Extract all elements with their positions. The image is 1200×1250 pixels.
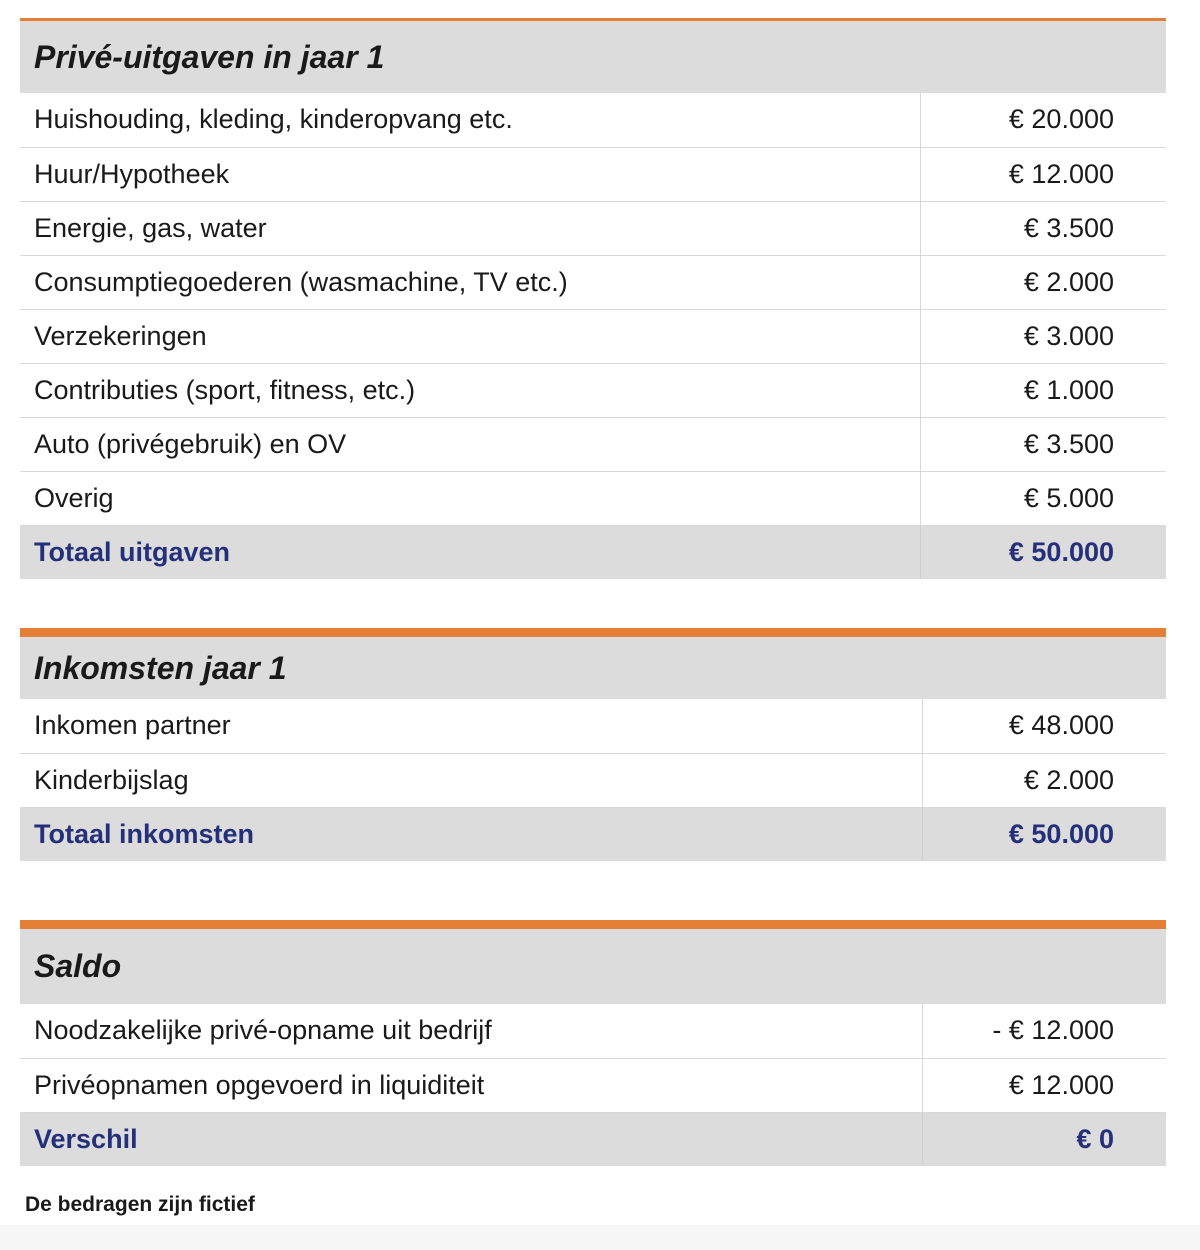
row-amount: € 5.000	[920, 471, 1166, 525]
table-row	[20, 1058, 1166, 1112]
row-amount: € 2.000	[922, 753, 1166, 807]
income-total-row	[20, 807, 1166, 861]
row-label: Verzekeringen	[20, 309, 920, 363]
row-label: Kinderbijslag	[20, 753, 922, 807]
income-section	[20, 628, 1166, 861]
row-label: Privéopnamen opgevoerd in liquiditeit	[20, 1058, 922, 1112]
balance-title: Saldo	[20, 929, 1166, 1004]
row-amount: € 3.000	[920, 309, 1166, 363]
table-row	[20, 309, 1166, 363]
expenses-title: Privé-uitgaven in jaar 1	[20, 21, 1166, 93]
balance-table	[20, 1004, 1166, 1166]
row-amount: € 12.000	[920, 147, 1166, 201]
table-row	[20, 147, 1166, 201]
row-amount: € 3.500	[920, 417, 1166, 471]
row-label: Auto (privégebruik) en OV	[20, 417, 920, 471]
row-label: Contributies (sport, fitness, etc.)	[20, 363, 920, 417]
total-amount: € 0	[922, 1112, 1166, 1166]
table-row	[20, 93, 1166, 147]
total-label: Totaal uitgaven	[20, 525, 920, 579]
income-title: Inkomsten jaar 1	[20, 637, 1166, 699]
expenses-section	[20, 18, 1166, 579]
row-amount: € 3.500	[920, 201, 1166, 255]
table-row	[20, 471, 1166, 525]
row-label: Huishouding, kleding, kinderopvang etc.	[20, 93, 920, 147]
balance-section	[20, 920, 1166, 1166]
table-row	[20, 255, 1166, 309]
expenses-total-row	[20, 525, 1166, 579]
row-label: Inkomen partner	[20, 699, 922, 753]
table-row	[20, 417, 1166, 471]
row-label: Overig	[20, 471, 920, 525]
balance-total-row	[20, 1112, 1166, 1166]
row-amount: € 2.000	[920, 255, 1166, 309]
row-label: Noodzakelijke privé-opname uit bedrijf	[20, 1004, 922, 1058]
table-row	[20, 363, 1166, 417]
total-amount: € 50.000	[922, 807, 1166, 861]
balance-accent-bar	[20, 920, 1166, 929]
total-amount: € 50.000	[920, 525, 1166, 579]
row-label: Energie, gas, water	[20, 201, 920, 255]
table-row	[20, 201, 1166, 255]
row-label: Consumptiegoederen (wasmachine, TV etc.)	[20, 255, 920, 309]
total-label: Verschil	[20, 1112, 922, 1166]
income-table	[20, 699, 1166, 861]
table-row	[20, 753, 1166, 807]
row-amount: - € 12.000	[922, 1004, 1166, 1058]
row-amount: € 12.000	[922, 1058, 1166, 1112]
row-amount: € 1.000	[920, 363, 1166, 417]
expenses-table	[20, 93, 1166, 579]
footnote: De bedragen zijn fictief	[25, 1193, 255, 1216]
table-row	[20, 1004, 1166, 1058]
table-row	[20, 699, 1166, 753]
row-label: Huur/Hypotheek	[20, 147, 920, 201]
bottom-strip	[0, 1225, 1200, 1250]
row-amount: € 48.000	[922, 699, 1166, 753]
total-label: Totaal inkomsten	[20, 807, 922, 861]
row-amount: € 20.000	[920, 93, 1166, 147]
income-accent-bar	[20, 628, 1166, 637]
